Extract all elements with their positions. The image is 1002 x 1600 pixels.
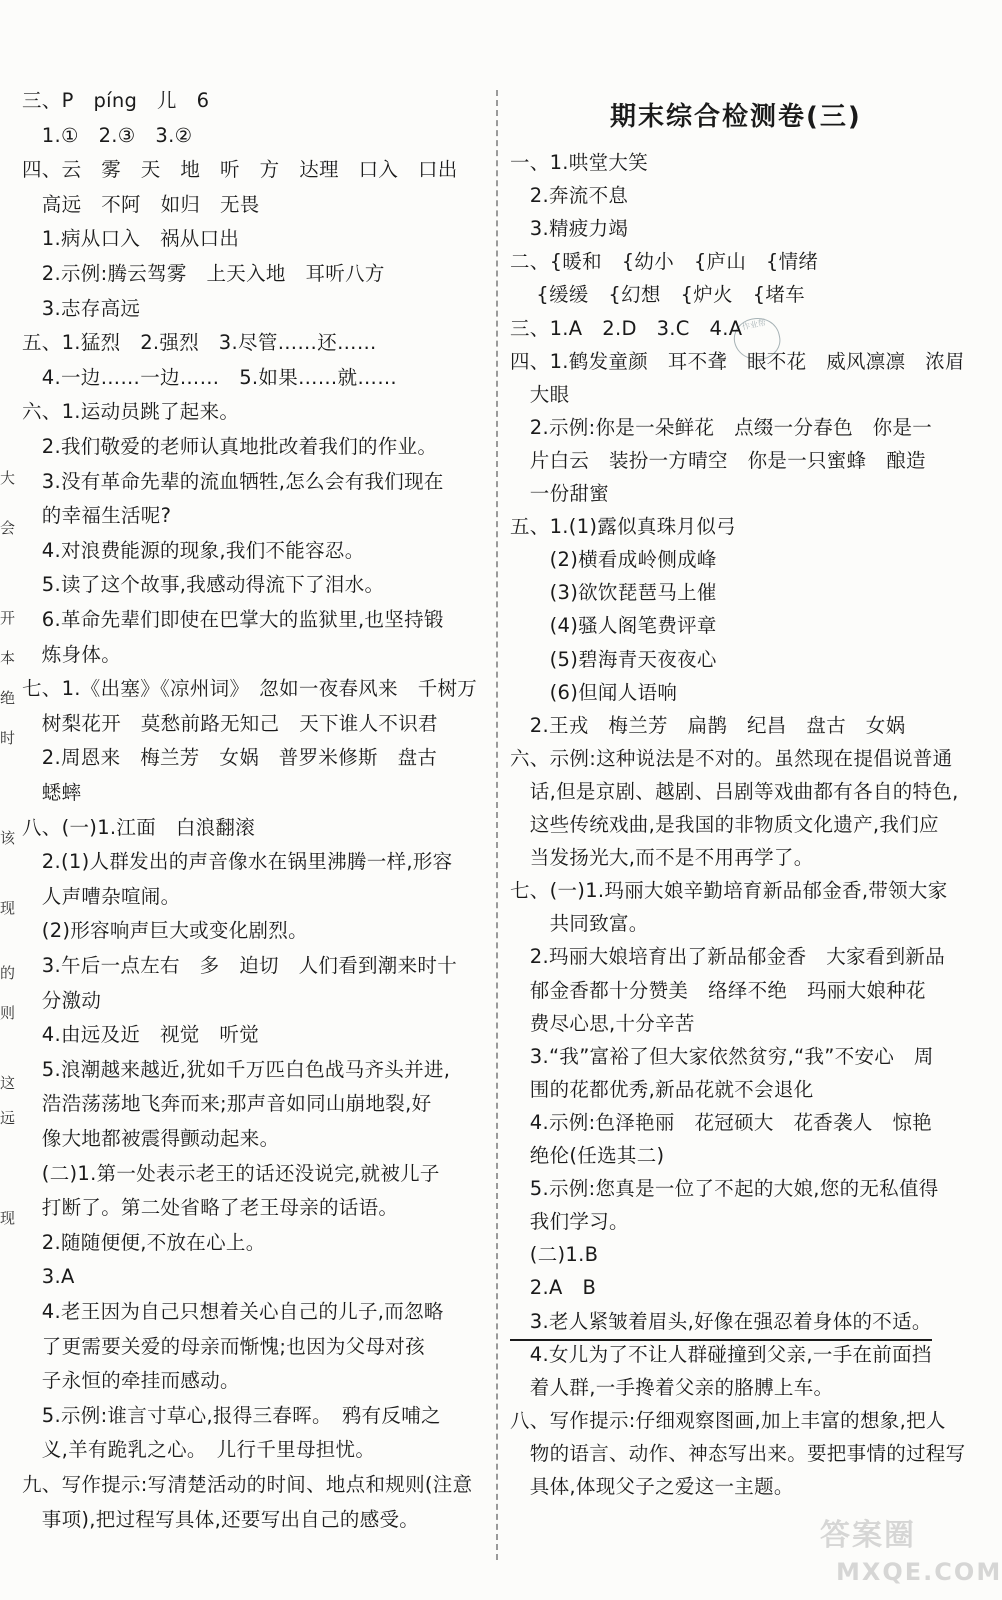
left-line: 像大地都被震得颤动起来。: [22, 1127, 280, 1150]
column-divider: [496, 90, 498, 1560]
right-line: 二、{暖和 {幼小 {庐山 {情绪: [510, 250, 819, 274]
left-line: (2)形容响声巨大或变化剧烈。: [22, 919, 308, 943]
right-line: 5.示例:您真是一位了不起的大娘,您的无私值得: [510, 1177, 939, 1201]
left-line: (二)1.第一处表示老王的话还没说完,就被儿子: [22, 1161, 440, 1185]
right-line: 2.示例:你是一朵鲜花 点缀一分春色 你是一: [510, 415, 933, 439]
edge-mark: 时: [0, 729, 16, 747]
left-column: [22, 0, 492, 1600]
right-line: 费尽心思,十分辛苦: [510, 1011, 695, 1035]
left-line: 2.我们敬爱的老师认真地批改着我们的作业。: [22, 435, 438, 458]
left-line: 5.示例:谁言寸草心,报得三春晖。 鸦有反哺之: [22, 1403, 441, 1427]
right-line: 大眼: [510, 382, 570, 406]
left-line: 5.读了这个故事,我感动得流下了泪水。: [22, 573, 385, 597]
edge-mark: 则: [0, 1004, 16, 1022]
left-line: 2.周恩来 梅兰芳 女娲 普罗米修斯 盘古: [22, 746, 438, 770]
right-line: 这些传统戏曲,是我国的非物质文化遗产,我们应: [510, 813, 939, 836]
right-line: 共同致富。: [510, 912, 649, 936]
right-line: {缓缓 {幻想 {炉火 {堵车: [510, 283, 805, 307]
left-line: 打断了。第二处省略了老王母亲的话语。: [22, 1196, 399, 1220]
left-line: 浩浩荡荡地飞奔而来;那声音如同山崩地裂,好: [22, 1092, 432, 1116]
left-line: 1.病从口入 祸从口出: [22, 227, 240, 251]
exam-title: 期末综合检测卷(三): [610, 102, 862, 132]
left-line: 4.一边……一边…… 5.如果……就……: [22, 365, 398, 389]
right-line: 当发扬光大,而不是不用再学了。: [510, 846, 814, 870]
page-edge-strip: [0, 0, 16, 1600]
left-line: 3.A: [22, 1265, 75, 1289]
right-line: 物的语言、动作、神态写出来。要把事情的过程写: [510, 1441, 966, 1465]
right-line: 我们学习。: [510, 1210, 629, 1234]
left-line: 义,羊有跪乳之心。 儿行千里母担忧。: [22, 1438, 376, 1462]
right-line: 郁金香都十分赞美 络绎不绝 玛丽大娘种花: [510, 978, 926, 1002]
left-line: 3.午后一点左右 多 迫切 人们看到潮来时十: [22, 954, 458, 977]
right-line: (二)1.B: [510, 1243, 599, 1267]
right-line: (5)碧海青天夜夜心: [510, 647, 717, 671]
right-line: 片白云 装扮一方晴空 你是一只蜜蜂 酿造: [510, 448, 926, 472]
right-line: 七、(一)1.玛丽大娘辛勤培育新品郁金香,带领大家: [510, 879, 948, 903]
left-line: 四、云 雾 天 地 听 方 达理 口入 口出: [22, 158, 458, 182]
left-line: 5.浪潮越来越近,犹如千万匹白色战马齐头并进,: [22, 1057, 451, 1081]
edge-mark: 现: [0, 1209, 16, 1227]
left-line: 4.对浪费能源的现象,我们不能容忍。: [22, 538, 365, 562]
watermark-main: 答案圈: [820, 1518, 916, 1553]
edge-mark: 该: [0, 829, 16, 847]
left-line: 树梨花开 莫愁前路无知己 天下谁人不识君: [22, 711, 438, 735]
left-line: 七、1.《出塞》《凉州词》 忽如一夜春风来 千树万: [22, 677, 478, 701]
stamp-text: 作业帮: [741, 317, 767, 332]
edge-mark: 会: [0, 519, 16, 537]
right-column: [510, 0, 980, 1600]
left-line: 蟋蟀: [22, 781, 82, 804]
right-line: 3.老人紧皱着眉头,好像在强忍着身体的不适。: [510, 1305, 932, 1341]
edge-mark: 绝: [0, 689, 16, 707]
right-line: 4.女儿为了不让人群碰撞到父亲,一手在前面挡: [510, 1342, 932, 1366]
left-line: 事项),把过程写具体,还要写出自己的感受。: [22, 1507, 420, 1531]
left-line: 的幸福生活呢?: [22, 504, 172, 528]
left-line: 炼身体。: [22, 642, 122, 666]
right-line: 具体,体现父子之爱这一主题。: [510, 1475, 794, 1498]
left-line: 高远 不阿 如归 无畏: [22, 192, 260, 216]
right-line: 围的花都优秀,新品花就不会退化: [510, 1077, 814, 1101]
edge-mark: 大: [0, 469, 16, 487]
left-line: 2.示例:腾云驾雾 上天入地 耳听八方: [22, 262, 385, 285]
left-line: 6.革命先辈们即使在巴掌大的监狱里,也坚持锻: [22, 608, 444, 631]
watermark-sub: MXQE.COM: [836, 1558, 1002, 1586]
left-line: 九、写作提示:写清楚活动的时间、地点和规则(注意: [22, 1473, 473, 1496]
right-line: 绝伦(任选其二): [510, 1144, 665, 1167]
left-line: 了更需要关爱的母亲而惭愧;也因为父母对孩: [22, 1334, 425, 1358]
left-line: 3.没有革命先辈的流血牺牲,怎么会有我们现在: [22, 469, 444, 493]
left-line: 2.随随便便,不放在心上。: [22, 1230, 266, 1254]
left-line: 3.志存高远: [22, 296, 141, 320]
right-line: (3)欲饮琵琶马上催: [510, 581, 717, 605]
right-line: 3.精疲力竭: [510, 217, 629, 241]
left-line: 4.由远及近 视觉 听觉: [22, 1023, 260, 1047]
edge-mark: 现: [0, 899, 16, 917]
edge-mark: 这: [0, 1074, 16, 1092]
right-line: 2.奔流不息: [510, 184, 629, 208]
right-line: 八、写作提示:仔细观察图画,加上丰富的想象,把人: [510, 1408, 946, 1432]
right-line: 三、1.A 2.D 3.C 4.A: [510, 316, 743, 340]
right-line: 四、1.鹤发童颜 耳不聋 眼不花 威风凛凛 浓眉: [510, 349, 965, 373]
left-line: 分激动: [22, 988, 102, 1012]
left-line: 八、(一)1.江面 白浪翻滚: [22, 815, 256, 839]
right-line: 4.示例:色泽艳丽 花冠硕大 花香袭人 惊艳: [510, 1110, 933, 1134]
right-line: 一份甜蜜: [510, 482, 610, 505]
right-line: (6)但闻人语响: [510, 680, 678, 704]
edge-mark: 本: [0, 649, 16, 667]
right-line: 2.玛丽大娘培育出了新品郁金香 大家看到新品: [510, 945, 946, 969]
edge-mark: 的: [0, 964, 16, 982]
right-line: 3.“我”富裕了但大家依然贫穷,“我”不安心 周: [510, 1044, 934, 1068]
right-line: 一、1.哄堂大笑: [510, 151, 649, 174]
right-line: 2.A B: [510, 1276, 597, 1300]
left-line: 六、1.运动员跳了起来。: [22, 400, 240, 424]
left-line: 人声嘈杂喧闹。: [22, 884, 181, 908]
left-line: 三、P píng 儿 6: [22, 89, 210, 112]
left-line: 子永恒的牵挂而感动。: [22, 1369, 240, 1393]
watermark-logo: [820, 1510, 1002, 1596]
right-line: 话,但是京剧、越剧、吕剧等戏曲都有各自的特色,: [510, 779, 959, 803]
edge-mark: 开: [0, 609, 16, 627]
left-line: 2.(1)人群发出的声音像水在锅里沸腾一样,形容: [22, 850, 453, 874]
left-line: 五、1.猛烈 2.强烈 3.尽管……还……: [22, 331, 377, 355]
left-line: 1.① 2.③ 3.②: [22, 123, 193, 147]
right-line: 着人群,一手搀着父亲的胳膊上车。: [510, 1375, 834, 1399]
right-line: 2.王戎 梅兰芳 扁鹊 纪昌 盘古 女娲: [510, 713, 906, 737]
right-line: 五、1.(1)露似真珠月似弓: [510, 515, 736, 539]
left-line: 4.老王因为自己只想着关心自己的儿子,而忽略: [22, 1300, 444, 1323]
right-line: (2)横看成岭侧成峰: [510, 548, 717, 572]
right-line: 六、示例:这种说法是不对的。虽然现在提倡说普通: [510, 746, 953, 770]
right-line: (4)骚人阁笔费评章: [510, 614, 717, 638]
edge-mark: 远: [0, 1109, 16, 1127]
